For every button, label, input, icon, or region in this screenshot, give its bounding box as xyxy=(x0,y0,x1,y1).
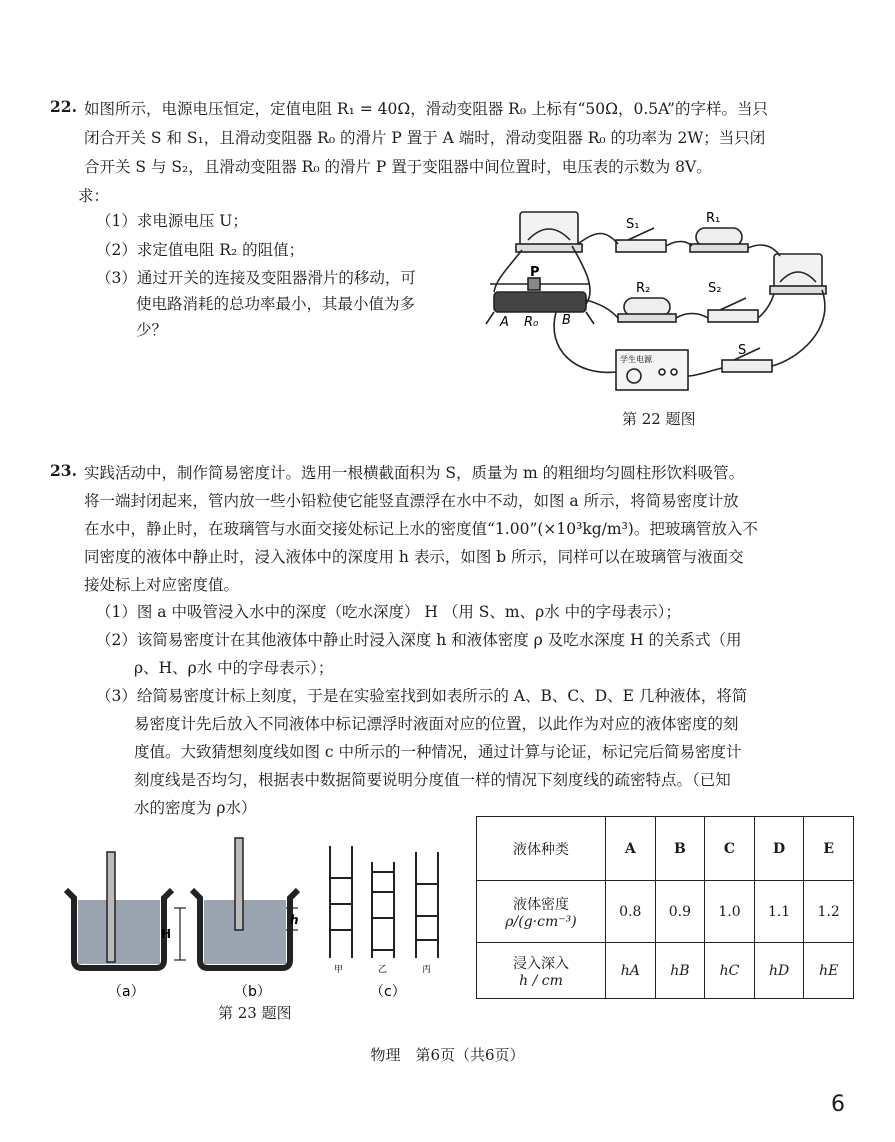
q23-c-label-yi: 乙 xyxy=(378,965,388,975)
q22-line-2: 闭合开关 S 和 S₁，且滑动变阻器 R₀ 的滑片 P 置于 A 端时，滑动变阻器 R₀ 的功率为 2W；当只闭 xyxy=(84,129,766,147)
table-col-b: B xyxy=(655,817,705,881)
table-row xyxy=(477,881,854,943)
q23-beaker-a xyxy=(66,852,186,968)
q23-number: 23. xyxy=(50,461,77,480)
q22-label-b: B xyxy=(562,313,571,328)
table-header-liquid: 液体种类 xyxy=(477,817,606,881)
q23-sub-1: （1）图 a 中吸管浸入水中的深度（吃水深度） H （用 S、m、ρ水 中的字母表示）； xyxy=(96,603,681,621)
q22-label-r0: R₀ xyxy=(524,315,539,330)
table-col-e: E xyxy=(804,817,854,881)
q23-line-5: 接处标上对应密度值。 xyxy=(84,576,240,594)
q23-c-label-jia: 甲 xyxy=(334,965,344,975)
q23-sub-3: （3）给简易密度计标上刻度，于是在实验室找到如表所示的 A、B、C、D、E 几种液体，将简 xyxy=(96,687,748,705)
table-density-d: 1.1 xyxy=(754,881,804,943)
q23-label-c: （c） xyxy=(370,984,406,1000)
q22-sub-1: （1）求电源电压 U； xyxy=(96,212,248,230)
q23-beaker-b xyxy=(192,838,299,968)
q23-scales-c xyxy=(330,846,438,958)
q23-sub-2: （2）该简易密度计在其他液体中静止时浸入深度 h 和液体密度 ρ 及吃水深度 H 的关系式（用 xyxy=(96,631,742,649)
q23-sub-3-cont-3: 刻度线是否均匀，根据表中数据简要说明分度值一样的情况下刻度线的疏密特点。（已知 xyxy=(134,771,731,789)
table-depth-d: hD xyxy=(754,943,804,999)
q22-figure-caption: 第 22 题图 xyxy=(622,410,696,428)
q22-label-a: A xyxy=(500,315,509,330)
q23-data-table xyxy=(476,816,854,999)
table-density-a: 0.8 xyxy=(606,881,656,943)
table-header-depth-2: h / cm xyxy=(519,972,563,989)
q22-label-s1: S₁ xyxy=(626,217,640,232)
table-header-density-2: ρ/(g·cm⁻³) xyxy=(505,913,577,930)
page-footer: 物理 第6页（共6页） xyxy=(370,1046,525,1064)
q22-sub-3: （3）通过开关的连接及变阻器滑片的移动，可 xyxy=(96,269,416,287)
table-density-c: 1.0 xyxy=(705,881,755,943)
table-header-density-1: 液体密度 xyxy=(513,896,569,913)
q22-label-p: P xyxy=(530,265,540,280)
table-density-b: 0.9 xyxy=(655,881,705,943)
q22-sub-2: （2）求定值电阻 R₂ 的阻值； xyxy=(96,241,305,259)
q23-sub-3-cont-4: 水的密度为 ρ水） xyxy=(134,799,257,817)
table-header-depth-1: 浸入深入 xyxy=(513,955,569,972)
q23-figure-caption: 第 23 题图 xyxy=(218,1004,292,1022)
q22-sub-3-end: 少？ xyxy=(136,321,168,339)
q22-label-s: S xyxy=(738,343,747,358)
q22-label-s2: S₂ xyxy=(708,281,722,296)
q23-label-a: （a） xyxy=(108,984,145,1000)
table-row xyxy=(477,817,854,881)
q23-sub-3-cont-2: 度值。大致猜想刻度线如图 c 中所示的一种情况，通过计算与论证，标记完后简易密度计 xyxy=(134,743,742,761)
table-row xyxy=(477,943,854,999)
table-header-density xyxy=(477,881,606,943)
q23-c-label-bing: 丙 xyxy=(422,965,432,975)
table-header-depth xyxy=(477,943,606,999)
table-col-d: D xyxy=(754,817,804,881)
q22-label-r2: R₂ xyxy=(636,281,651,296)
q22-ask: 求： xyxy=(78,187,110,205)
q23-label-h: h xyxy=(290,913,299,927)
q23-line-4: 同密度的液体中静止时，浸入液体中的深度用 h 表示，如图 b 所示，同样可以在玻璃管与液面交 xyxy=(84,548,744,566)
q23-line-2: 将一端封闭起来，管内放一些小铅粒使它能竖直漂浮在水中不动，如图 a 所示，将简易密度计放 xyxy=(84,492,739,510)
table-depth-e: hE xyxy=(804,943,854,999)
q22-label-power: 学生电源 xyxy=(620,355,652,364)
page-corner-number: 6 xyxy=(831,1092,845,1117)
table-depth-a: hA xyxy=(606,943,656,999)
table-depth-c: hC xyxy=(705,943,755,999)
table-col-c: C xyxy=(705,817,755,881)
table-col-a: A xyxy=(606,817,656,881)
q23-line-1: 实践活动中，制作简易密度计。选用一根横截面积为 S，质量为 m 的粗细均匀圆柱形饮料吸管。 xyxy=(84,464,745,482)
q23-figure xyxy=(60,832,460,1002)
q22-sub-3-cont: 使电路消耗的总功率最小，其最小值为多 xyxy=(136,295,416,313)
q23-label-H: H xyxy=(161,927,172,941)
q23-line-3: 在水中，静止时，在玻璃管与水面交接处标记上水的密度值“1.00”(×10³kg/m³)。把玻璃管放入不 xyxy=(84,520,758,538)
q22-label-r1: R₁ xyxy=(706,211,721,226)
q23-sub-3-cont-1: 易密度计先后放入不同液体中标记漂浮时液面对应的位置，以此作为对应的液体密度的刻 xyxy=(134,715,739,733)
table-depth-b: hB xyxy=(655,943,705,999)
q23-label-b: （b） xyxy=(234,984,271,1000)
q22-line-3: 合开关 S 与 S₂，且滑动变阻器 R₀ 的滑片 P 置于变阻器中间位置时，电压表的示数为 8V。 xyxy=(84,158,712,176)
q23-sub-2-cont: ρ、H、ρ水 中的字母表示）； xyxy=(134,659,334,677)
q22-line-1: 如图所示，电源电压恒定，定值电阻 R₁ = 40Ω，滑动变阻器 R₀ 上标有“50Ω，0.5A”的字样。当只 xyxy=(84,100,768,118)
q22-number: 22. xyxy=(50,97,77,116)
table-density-e: 1.2 xyxy=(804,881,854,943)
q22-circuit-figure xyxy=(476,200,836,400)
